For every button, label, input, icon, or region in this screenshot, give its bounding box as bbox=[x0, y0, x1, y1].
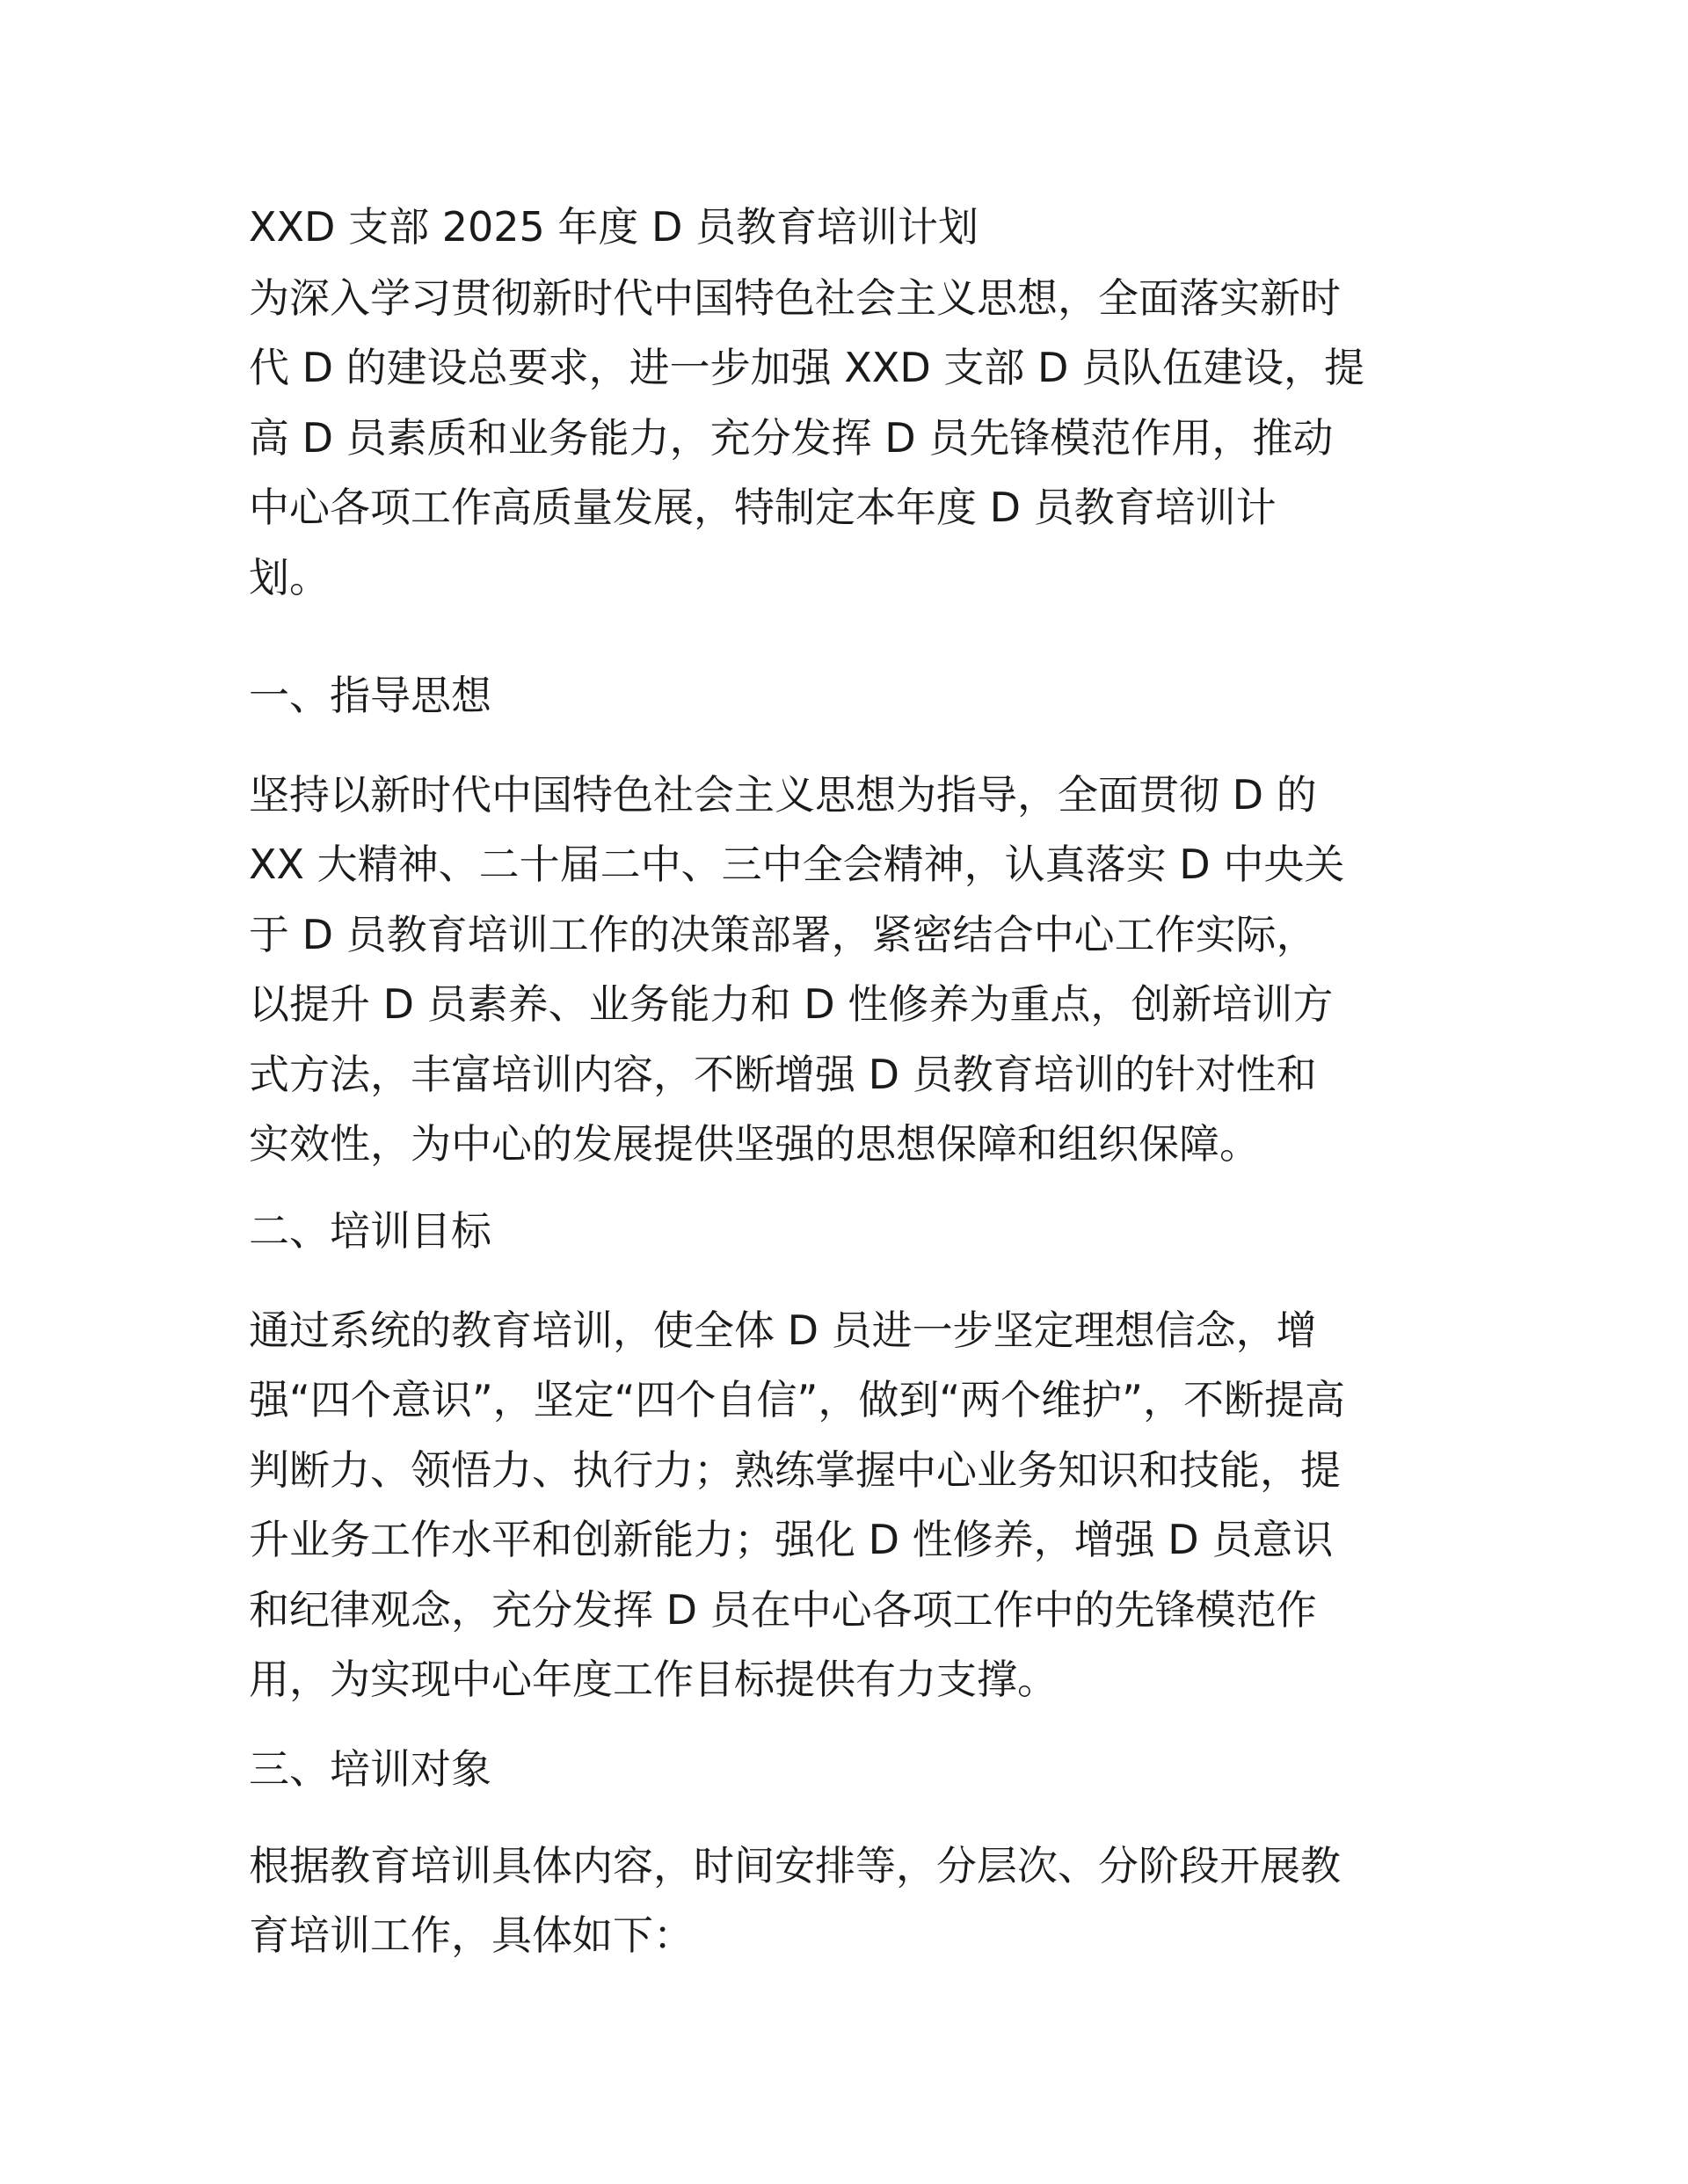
paragraph-line: 判断力、领悟力、执行力；熟练掌握中心业务知识和技能，提 bbox=[249, 1445, 1341, 1494]
paragraph-line: 中心各项工作高质量发展，特制定本年度 D 员教育培训计 bbox=[249, 484, 1277, 532]
paragraph-line: 通过系统的教育培训，使全体 D 员进一步坚定理想信念，增 bbox=[249, 1307, 1317, 1354]
paragraph-line: 划。 bbox=[249, 553, 330, 601]
section-paragraph-guiding-ideology bbox=[249, 761, 1462, 1179]
section-heading-training-targets: 三、培训对象 bbox=[249, 1745, 491, 1793]
paragraph-line: XX 大精神、二十届二中、三中全会精神，认真落实 D 中央关 bbox=[249, 841, 1345, 889]
paragraph-line: 用，为实现中心年度工作目标提供有力支撑。 bbox=[249, 1655, 1058, 1703]
paragraph-line: 于 D 员教育培训工作的决策部署，紧密结合中心工作实际， bbox=[249, 910, 1317, 958]
section-paragraph-training-targets bbox=[249, 1831, 1462, 1971]
paragraph-line: 实效性，为中心的发展提供坚强的思想保障和组织保障。 bbox=[249, 1119, 1260, 1168]
paragraph-line: 升业务工作水平和创新能力；强化 D 性修养，增强 D 员意识 bbox=[249, 1516, 1334, 1564]
paragraph-line: 和纪律观念，充分发挥 D 员在中心各项工作中的先锋模范作 bbox=[249, 1585, 1317, 1634]
paragraph-line: 高 D 员素质和业务能力，充分发挥 D 员先锋模范作用，推动 bbox=[249, 413, 1334, 462]
paragraph-line: 为深入学习贯彻新时代中国特色社会主义思想，全面落实新时 bbox=[249, 274, 1341, 322]
paragraph-line: 坚持以新时代中国特色社会主义思想为指导，全面贯彻 D 的 bbox=[249, 771, 1317, 819]
document-title: XXD 支部 2025 年度 D 员教育培训计划 bbox=[249, 203, 979, 251]
paragraph-line: 强“四个意识”，坚定“四个自信”，做到“两个维护”，不断提高 bbox=[249, 1376, 1345, 1424]
paragraph-line: 式方法，丰富培训内容，不断增强 D 员教育培训的针对性和 bbox=[249, 1050, 1317, 1098]
paragraph-line: 根据教育培训具体内容，时间安排等，分层次、分阶段开展教 bbox=[249, 1842, 1341, 1889]
paragraph-line: 以提升 D 员素养、业务能力和 D 性修养为重点，创新培训方 bbox=[249, 980, 1334, 1029]
paragraph-line: 代 D 的建设总要求，进一步加强 XXD 支部 D 员队伍建设，提 bbox=[249, 344, 1365, 392]
section-heading-training-goals: 二、培训目标 bbox=[249, 1207, 491, 1255]
section-paragraph-training-goals bbox=[249, 1296, 1462, 1714]
section-heading-guiding-ideology: 一、指导思想 bbox=[249, 672, 491, 719]
intro-paragraph bbox=[249, 264, 1462, 613]
paragraph-line: 育培训工作，具体如下： bbox=[249, 1911, 694, 1960]
